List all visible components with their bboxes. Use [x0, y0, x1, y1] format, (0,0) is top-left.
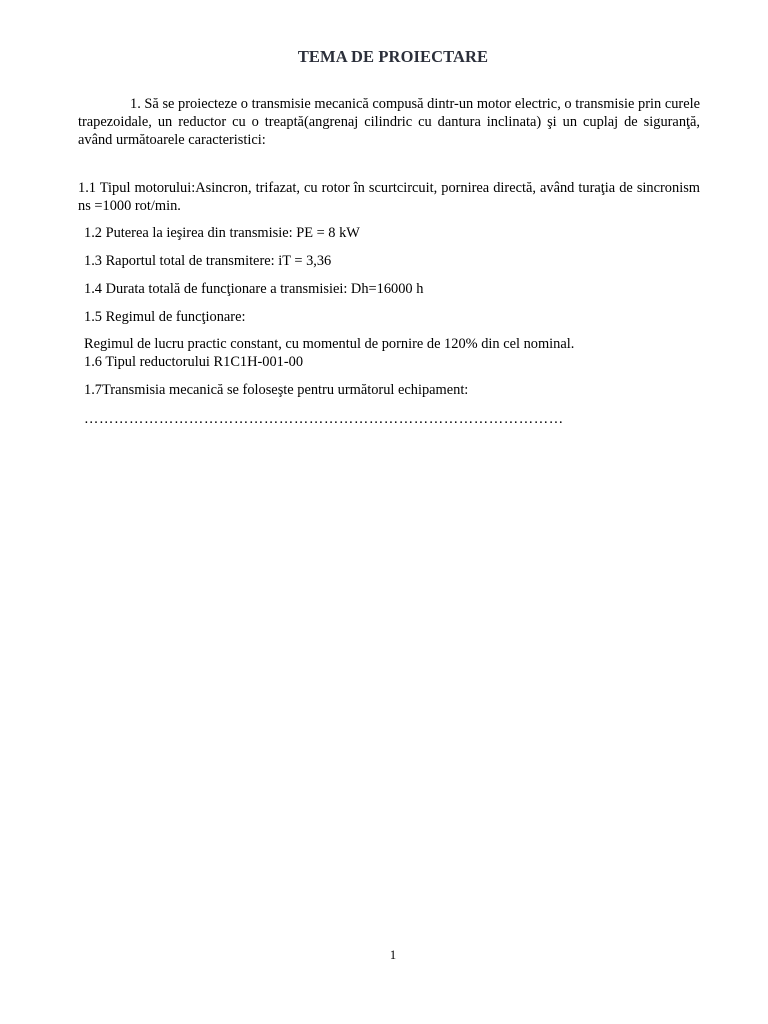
item-1-3-transmission-ratio: 1.3 Raportul total de transmitere: iT = 3,36 — [84, 253, 332, 269]
item-1-5-operating-regime: 1.5 Regimul de funcţionare: — [84, 309, 246, 325]
item-1-1-motor-type: 1.1 Tipul motorului:Asincron, trifazat, cu rotor în scurtcircuit, pornirea directă, având turaţia de sincronism ns =1000 rot/min. — [78, 180, 700, 214]
item-1-6-reducer-type: 1.6 Tipul reductorului R1C1H-001-00 — [84, 354, 304, 370]
document-title: TEMA DE PROIECTARE — [297, 47, 489, 66]
fill-in-dotted-line: …………………………………………………………………………………… — [84, 411, 564, 427]
item-1-5-regime-detail: Regimul de lucru practic constant, cu momentul de pornire de 120% din cel nominal. — [84, 336, 575, 352]
item-1-4-operating-duration: 1.4 Durata totală de funcţionare a transmisiei: Dh=16000 h — [84, 281, 424, 297]
item-1-7-equipment: 1.7Transmisia mecanică se foloseşte pentru următorul echipament: — [84, 382, 469, 398]
regime-block — [84, 335, 700, 371]
item-1-2-output-power: 1.2 Puterea la ieşirea din transmisie: PE = 8 kW — [84, 225, 360, 241]
intro-paragraph: 1. Să se proiecteze o transmisie mecanică compusă dintr-un motor electric, o transmisie prin curele trapezoidale, un reductor cu o treaptă(angrenaj cilindric cu dantura inclinata) şi un cuplaj de siguranţă, având următoarele caracteristici: — [78, 96, 700, 148]
page-number: 1 — [389, 948, 397, 962]
